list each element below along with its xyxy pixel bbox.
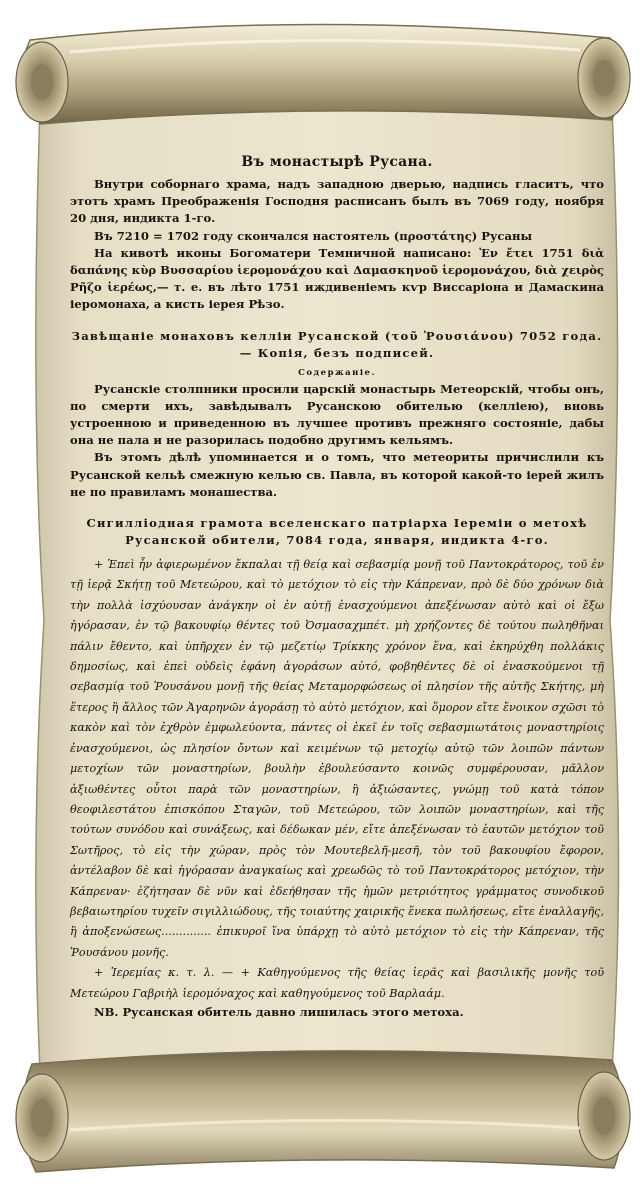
paragraph: На кивотѣ иконы Богоматери Темничной написано: Ἐν ἔτει 1751 διὰ δαπάνης κὺρ Βυσσαρίου ἱερομονάχου καὶ Δαμασκηνοῦ ἱερομονάχου, διὰ χειρὸς Ρῆζο ἱερέως,— т. е. въ лѣто 1751 иждивеніемъ кѵр Виссаріона и Дамаскина іеромонаха, а кисть іерея Рѣзо.	[70, 245, 604, 312]
document-title: Въ монастырѣ Русана.	[241, 154, 433, 170]
section-heading: Сигиллiодная грамота вселенскаго патріарха Іереміи о метохѣ Русанской обители, 7084 года, января, индикта 4-го.	[86, 516, 588, 548]
paragraph: Въ 7210 = 1702 году скончался настоятель (προστάτης) Русаны	[94, 228, 533, 243]
greek-signature: + Ἱερεμίας κ. τ. λ. — + Καθηγούμενος τῆς θείας ἱερᾶς καὶ βασιλικῆς μονῆς τοῦ Μετεώρου Γαβριὴλ ἱερομόναχος καὶ καθηγούμενος τοῦ Βαρλαάμ.	[70, 966, 604, 1000]
section-heading: Завѣщаніе монаховъ келліи Русанской (τοῦ Ῥουσιάνου) 7052 года. — Копія, безъ подписей.	[71, 328, 603, 360]
note: NB. Русанская обитель давно лишилась этого метоха.	[94, 1004, 464, 1019]
paragraph: Русанскіе столпники просили царскій монастырь Метеорскій, чтобы онъ, по смерти ихъ, завѣдывалъ Русанскою обителью (келліею), вновь устроенною и приведенною въ лучшее противъ прежняго состояніе, дабы она не пала и не разорилась подобно другимъ кельямъ.	[70, 381, 604, 448]
document-page	[58, 140, 610, 1045]
paragraph: Внутри соборнаго храма, надъ западною дверью, надпись гласитъ, что этотъ храмъ Преображенія Господня расписанъ былъ въ 7069 году, ноября 20 дня, индикта 1-го.	[70, 177, 604, 226]
section-subheading: Содержаніе.	[298, 367, 376, 378]
greek-text: + Ἐπεὶ ἦν ἀφιερωμένον ἔκπαλαι τῇ θείᾳ καὶ σεβασμίᾳ μονῇ τοῦ Παντοκράτορος, τοῦ ἐν τῇ ἱερᾷ Σκήτῃ τοῦ Μετεώρου, καὶ τὸ μετόχιον τὸ εἰς τὴν Κάπρεναν, πρὸ δὲ δύο χρόνων διὰ τὴν πολλὰ ἰσχύουσαν ἀνάγκην οἱ ἐν αὐτῇ ἐνασχούμενοι ἀπεξένωσαν αὐτὸ καὶ οἱ ἔξω ἠγόρασαν, ἐν τῷ βακουφίῳ θέντες τοῦ Ὀσμασαχμπέτ. μὴ χρήζοντες δὲ τούτου πωληθῆναι πάλιν ἔθεντο, καὶ ὑπῆρχεν ἐν τῷ μεζετίῳ Τρίκκης χρόνον ἕνα, καὶ ἐκηρύχθη πολλάκις δημοσίως, καὶ ἐπεὶ οὐδεὶς ἐφάνη ἀγοράσων αὐτό, φοβηθέντες δὲ οἱ ἐνασκούμενοι τῇ σεβασμίᾳ τοῦ Ῥουσάνου μονῇ τῆς θείας Μεταμορφώσεως οἱ πλησίον τῆς αὐτῆς Σκήτης, μὴ ἕτερος ἢ ἄλλος τῶν Ἀγαρηνῶν ἀγοράσῃ τὸ αὐτὸ μετόχιον, καὶ ὅμορον εἴτε ἔνοικον σχῶσι τὸ κακὸν καὶ τὸν ἐχθρὸν ἐμφωλεύοντα, πάντες οἱ ἐκεῖ ἐν τοῖς σεβασμιωτάτοις μοναστηρίοις ἐνασχούμενοι, ὡς πλησίον ὄντων καὶ κειμένων τῷ μετοχίῳ αὐτῷ τῶν λοιπῶν πάντων μετοχίων τῶν μοναστηρίων, βουλὴν ἐβουλεύσαντο κοινῶς συμφέρουσαν, μᾶλλον ἀξιωθέντες οὗτοι παρὰ τῶν μοναστηρίων, ἢ ἀξιώσαντες, γνώμῃ τοῦ κατὰ τόπον θεοφιλεστάτου ἐπισκόπου Σταγῶν, τοῦ Μετεώρου, τῶν λοιπῶν μοναστηρίων, καὶ τῆς τούτων συνόδου καὶ συνάξεως, καὶ δέδωκαν μέν, εἴτε ἀπεξένωσαν τὸ ἑαυτῶν μετόχιον τοῦ Σωτῆρος, τὸ εἰς τὴν χώραν, πρὸς τὸν Μουτεβελῆ-μεσῆ, τὸν τοῦ βακουφίου ἔφορον, ἀντέλαβον δὲ καὶ ἠγόρασαν ἀναγκαίως καὶ χρεωδῶς τὸ τοῦ Παντοκράτορος μετόχιον, τὴν Κάπρεναν· ἐζήτησαν δὲ νῦν καὶ ἐδεήθησαν τῆς ἡμῶν μετριότητος γράμματος συνοδικοῦ βεβαιωτηρίου τυχεῖν σιγιλλιώδους, τῆς τοιαύτης χαιρικῆς ἕνεκα πωλήσεως, εἴτε ἐναλλαγῆς, ἢ ἀποξενώσεως.............. ἐπικυροῖ ἵνα ὑπάρχῃ τὸ αὐτὸ μετόχιον τὸ εἰς τὴν Κάπρεναν, τῆς Ῥουσάνου μονῆς.	[70, 558, 604, 959]
paragraph: Въ этомъ дѣлѣ упоминается и о томъ, что метеориты причислили къ Русанской кельѣ смежную келью св. Павла, въ которой какой-то іерей жилъ не по правиламъ монашества.	[70, 450, 604, 499]
